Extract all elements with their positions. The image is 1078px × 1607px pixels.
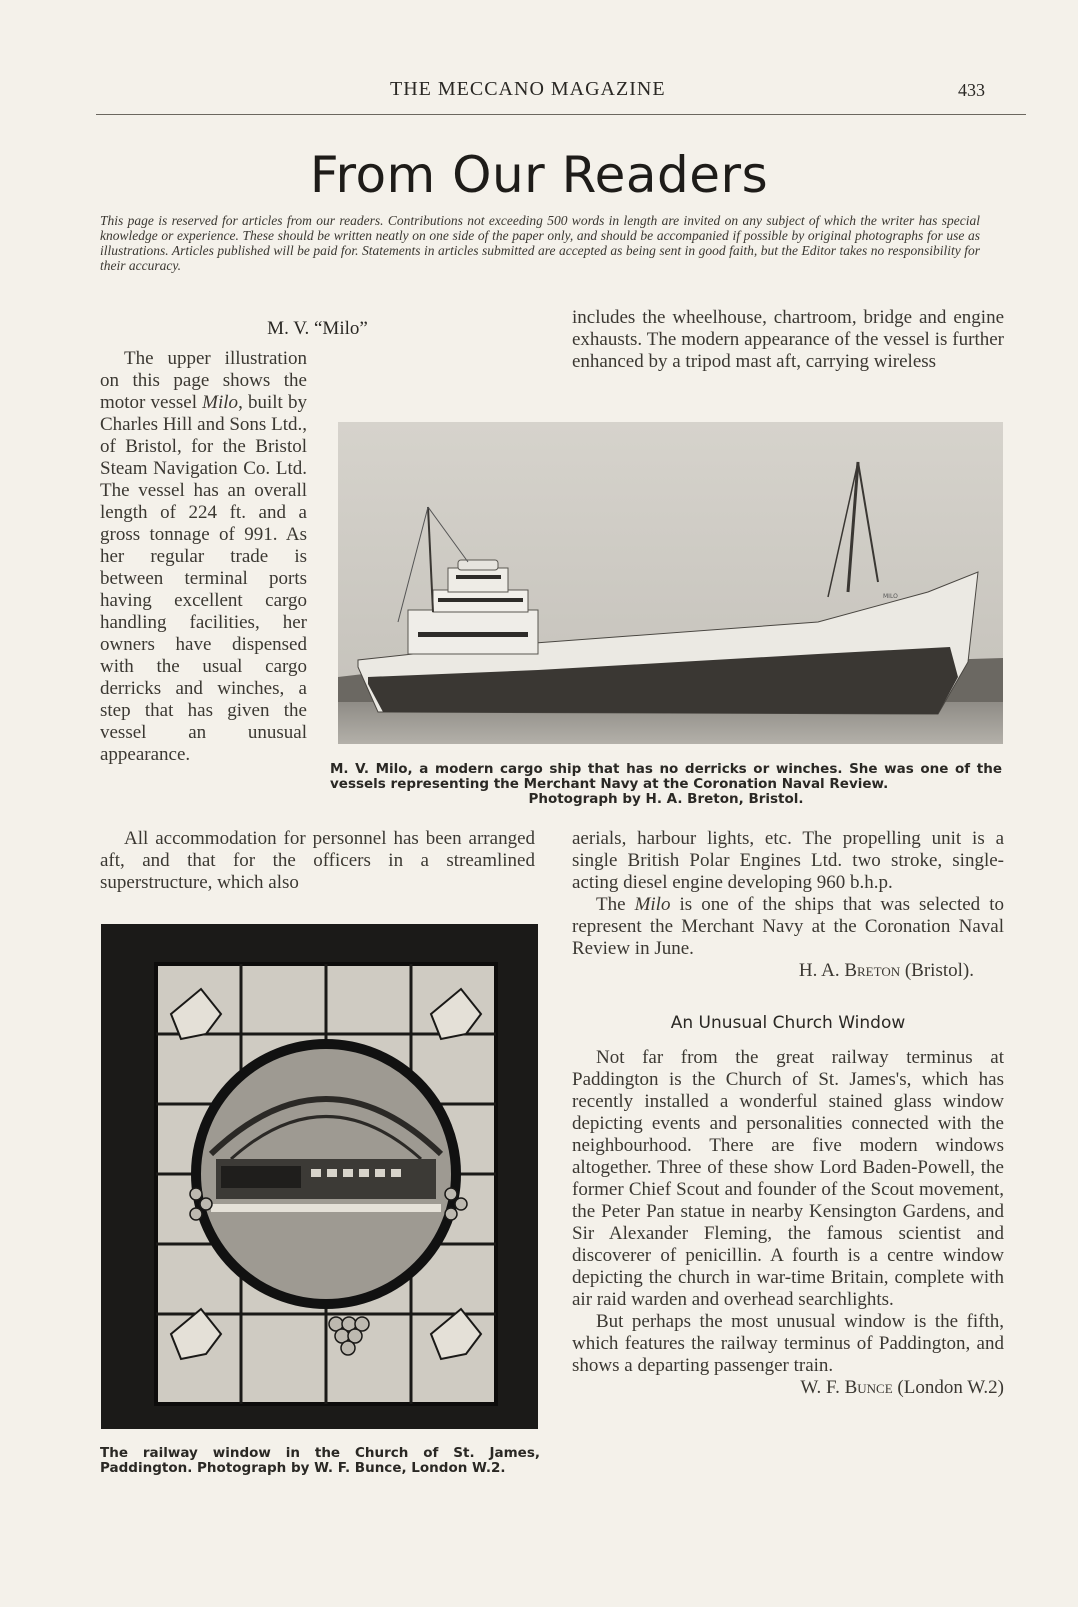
window-p2-text: But perhaps the most unusual window is the fifth, which features the railway terminus of Paddington, and shows a departing passenger train. [572,1311,1004,1376]
window-signature [572,1377,1004,1399]
page-number: 433 [958,80,985,100]
article-window-heading: An Unusual Church Window [670,1013,906,1033]
stained-glass-illustration [101,924,538,1429]
church-window-caption: The railway window in the Church of St. James, Paddington. Photograph by W. F. Bunce, London W.2. [100,1445,540,1476]
ship-photo [338,422,1003,744]
intro-paragraph: This page is reserved for articles from our readers. Contributions not exceeding 500 words in length are invited on any subject of which the writer has special knowledge or experience. These should be written neatly on one side of the paper only, and should be accompanied if possible by original photographs for use as illustrations. Articles published will be paid for. Statements in articles submitted are accepted as being sent in good faith, but the Editor takes no responsibility for their accuracy. [100,213,980,273]
milo-p4-rest: is one of the ships that was selected to represent the Merchant Navy at the Coronation Naval Review in June. [572,894,1004,959]
ship-photo-caption: M. V. Milo, a modern cargo ship that has no derricks or winches. She was one of the vessels representing the Merchant Navy at the Coronation Naval Review. [330,761,1002,792]
milo-flow-ship: Milo [202,392,239,413]
church-window-photo [101,924,538,1429]
article-milo-heading: M. V. “Milo” [267,318,368,339]
window-p1-text: Not far from the great railway terminus at Paddington is the Church of St. James's, which has recently installed a wonderful stained glass window depicting events and personalities connected with the neighbourhood. There are five modern windows altogether. Three of these show Lord Baden-Powell, the former Chief Scout and founder of the Scout movement, the Peter Pan statue in nearby Kensington Gardens, and Sir Alexander Fleming, the famous scientist and discoverer of penicillin. A fourth is a centre window depicting the church in war-time Britain, complete with air raid warden and overhead searchlights. [572,1047,1004,1310]
header-rule [96,114,1026,115]
ship-photo-credit: Photograph by H. A. Breton, Bristol. [528,791,804,807]
milo-sig-name: Breton [844,960,901,981]
milo-sig-place: (Bristol). [900,960,974,981]
ship-hull-name: MILO [883,593,898,600]
milo-p4-ship: Milo [634,894,671,915]
ship-illustration [338,422,1003,744]
window-sig-name: Bunce [844,1377,893,1398]
milo-p3-text: aerials, harbour lights, etc. The propelling unit is a single British Polar Engines Ltd. two stroke, single-acting diesel engine developing 960 b.h.p. [572,828,1004,893]
article-milo-paragraph-2-cont [572,307,1004,373]
window-sig-initials: W. F. [800,1377,845,1398]
milo-p4-lead: The [596,894,635,915]
article-milo-paragraph-3 [572,828,1004,982]
article-milo-paragraph-2 [100,828,535,894]
page-title: From Our Readers [309,146,769,204]
milo-flow-lead: The upper illustration on this page shows the motor vessel [100,348,307,413]
magazine-title: THE MECCANO MAGAZINE [390,78,666,100]
milo-p2-text: All accommodation for personnel has been arranged aft, and that for the officers in a streamlined superstructure, which also [100,828,535,893]
milo-p2-cont-text: includes the wheelhouse, chartroom, bridge and engine exhausts. The modern appearance of the vessel is further enhanced by a tripod mast aft, carrying wireless [572,307,1004,372]
milo-signature [572,960,1004,982]
milo-sig-initials: H. A. [798,960,845,981]
article-window-body [572,1047,1004,1399]
window-sig-place: (London W.2) [892,1377,1004,1398]
milo-flow-rest: , built by Charles Hill and Sons Ltd., of Bristol, for the Bristol Steam Navigation Co. Ltd. The vessel has an overall length of 224 ft. and a gross tonnage of 991. As her regular trade is between terminal ports having excellent cargo handling facilities, her owners have dispensed with the usual cargo derricks and winches, a step that has given the vessel an unusual appearance. [100,392,307,765]
